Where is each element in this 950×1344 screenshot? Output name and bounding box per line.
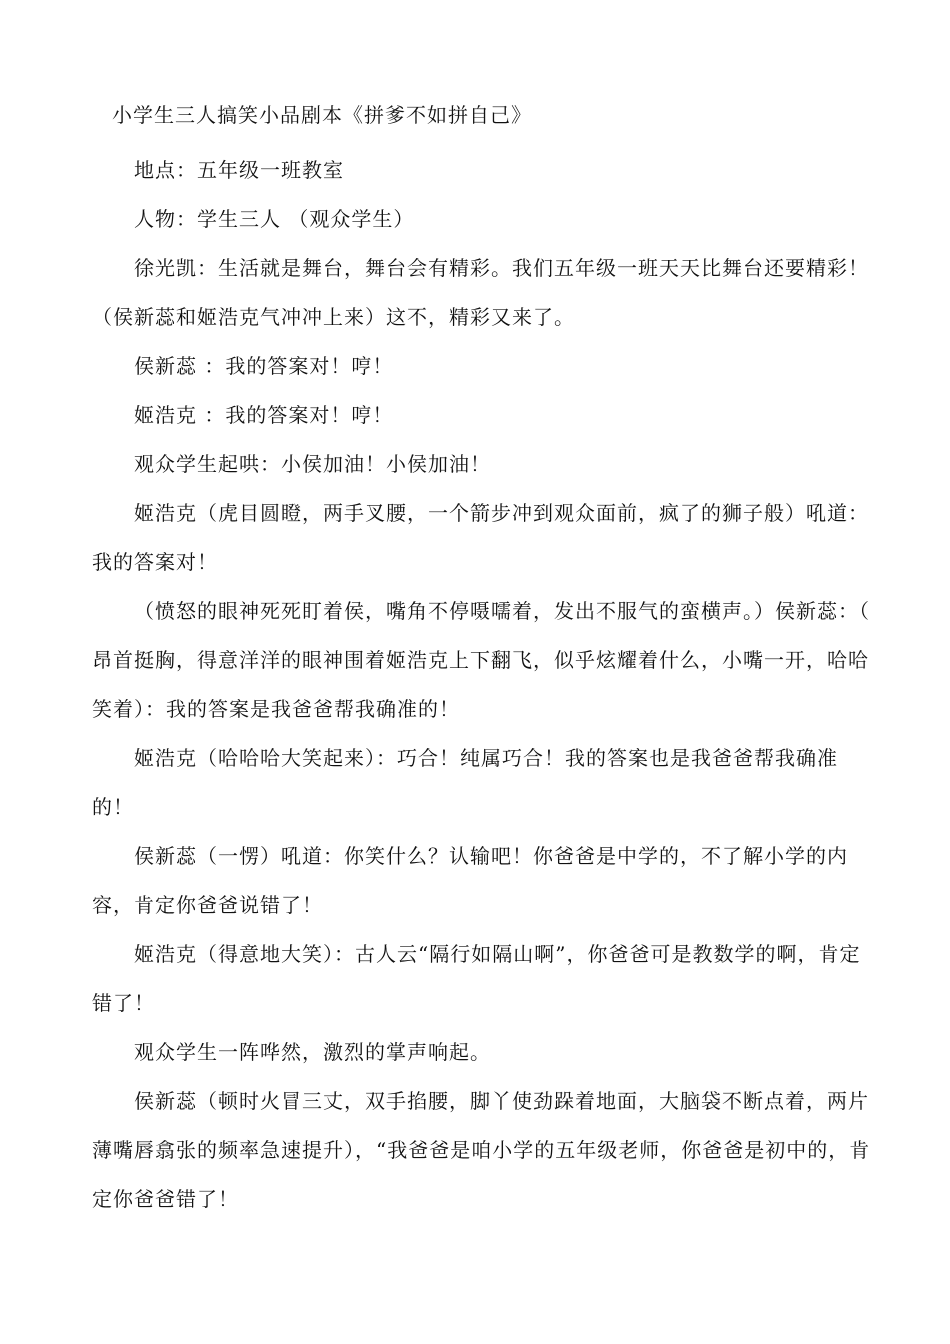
document-body: [92, 146, 877, 1224]
paragraph-ji-haoke-line: 姬浩克 ：我的答案对！哼！: [134, 403, 394, 427]
paragraph-characters: 人物：学生三人 （观众学生）: [134, 207, 415, 231]
paragraph-xu-guangkai-intro: 徐光凯：生活就是舞台，舞台会有精彩。我们五年级一班天天比舞台还要精彩！（侯新蕊和姬浩克气冲冲上来）这不，精彩又来了。: [92, 256, 869, 329]
paragraph-audience-applause: 观众学生一阵哗然，激烈的掌声响起。: [134, 1040, 491, 1064]
paragraph-hou-xinrui-stunned: 侯新蕊（一愣）吼道：你笑什么？认输吧！你爸爸是中学的，不了解小学的内容，肯定你爸爸说错了！: [92, 844, 848, 917]
paragraph-location: 地点：五年级一班教室: [134, 158, 344, 182]
paragraph-ji-haoke-roar: 姬浩克（虎目圆瞪，两手叉腰，一个箭步冲到观众面前，疯了的狮子般）吼道：我的答案对！: [92, 501, 869, 574]
paragraph-ji-haoke-laugh: 姬浩克（哈哈哈大笑起来）：巧合！纯属巧合！我的答案也是我爸爸帮我确准的！: [92, 746, 838, 819]
paragraph-audience-cheer: 观众学生起哄：小侯加油！小侯加油！: [134, 452, 491, 476]
paragraph-hou-xinrui-response: （愤怒的眼神死死盯着侯，嘴角不停嗫嚅着，发出不服气的蛮横声。）侯新蕊：（ 昂首挺胸，得意洋洋的眼神围着姬浩克上下翻飞，似乎炫耀着什么，小嘴一开，哈哈笑着）：我的答案是我爸爸帮我确准的！: [92, 599, 870, 721]
paragraph-ji-haoke-proud: 姬浩克（得意地大笑）：古人云“隔行如隔山啊”，你爸爸可是教数学的啊，肯定错了！: [92, 942, 861, 1015]
paragraph-hou-xinrui-angry: 侯新蕊（顿时火冒三丈，双手掐腰，脚丫使劲跺着地面，大脑袋不断点着，两片薄嘴唇翕张的频率急速提升），“我爸爸是咱小学的五年级老师，你爸爸是初中的，肯定你爸爸错了！: [92, 1089, 871, 1211]
paragraph-hou-xinrui-line: 侯新蕊 ：我的答案对！哼！: [134, 354, 394, 378]
document-title: 小学生三人搞笑小品剧本《拼爹不如拼自己》: [112, 103, 532, 127]
